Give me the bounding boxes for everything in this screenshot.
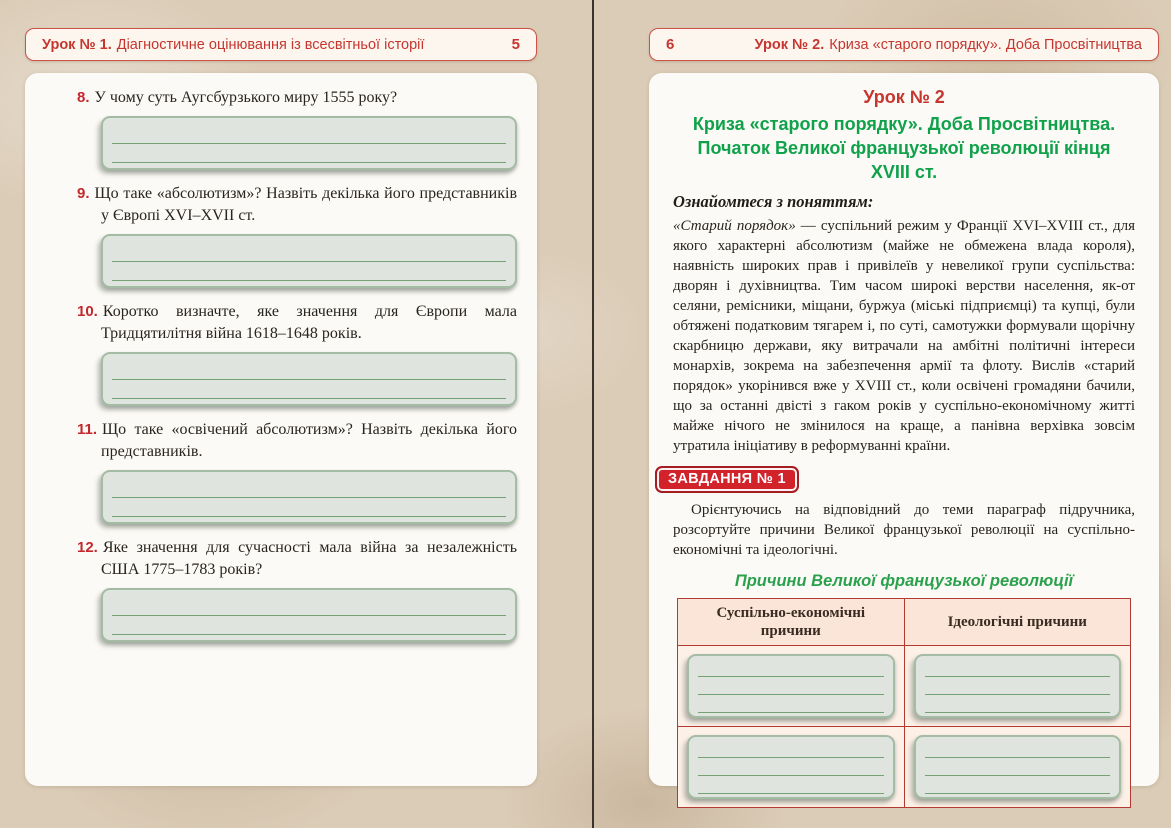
concept-paragraph bbox=[673, 216, 1135, 456]
question-12 bbox=[53, 537, 519, 642]
right-header-lesson-label: Урок № 2. bbox=[754, 36, 825, 53]
question-body: Коротко визначте, яке значення для Європи мала Тридцятилітня війна 1618–1648 років. bbox=[101, 303, 517, 342]
question-text bbox=[77, 537, 517, 581]
question-body: У чому суть Аугсбурзького миру 1555 року? bbox=[94, 89, 398, 106]
right-content-panel bbox=[649, 73, 1159, 786]
cell-ideological-1 bbox=[904, 646, 1131, 727]
question-8 bbox=[53, 87, 519, 170]
question-text bbox=[77, 301, 517, 345]
question-number: 11. bbox=[77, 421, 98, 438]
lesson-number-heading: Урок № 2 bbox=[863, 87, 945, 107]
answer-box-q11[interactable] bbox=[101, 470, 517, 524]
right-header-lesson-title: Криза «старого порядку». Доба Просвітництва bbox=[829, 36, 1142, 53]
answer-box-q12[interactable] bbox=[101, 588, 517, 642]
question-body: Яке значення для сучасності мала війна за незалежність США 1775–1783 років? bbox=[101, 539, 517, 578]
question-11 bbox=[53, 419, 519, 524]
concept-term: «Старий порядок» bbox=[673, 218, 796, 234]
task-1-badge: ЗАВДАННЯ № 1 bbox=[655, 466, 799, 493]
answer-box-socioeconomic-1[interactable] bbox=[687, 654, 895, 718]
question-10 bbox=[53, 301, 519, 406]
page-divider bbox=[592, 0, 594, 828]
concept-intro-label: Ознайомтеся з поняттям: bbox=[673, 192, 874, 211]
column-header-ideological: Ідеологічні причини bbox=[904, 599, 1131, 646]
answer-box-q10[interactable] bbox=[101, 352, 517, 406]
causes-table-title: Причини Великої французької революції bbox=[734, 572, 1074, 590]
left-page-number: 5 bbox=[511, 36, 520, 53]
left-content-panel bbox=[25, 73, 537, 786]
question-number: 9. bbox=[77, 185, 90, 202]
cell-ideological-2 bbox=[904, 727, 1131, 808]
right-running-header bbox=[649, 28, 1159, 61]
question-number: 12. bbox=[77, 539, 98, 556]
question-text bbox=[77, 183, 517, 227]
right-page-number: 6 bbox=[666, 36, 675, 53]
causes-table-row-2 bbox=[678, 727, 1131, 808]
causes-table-row-1 bbox=[678, 646, 1131, 727]
question-9 bbox=[53, 183, 519, 288]
question-text bbox=[77, 419, 517, 463]
answer-box-ideological-2[interactable] bbox=[914, 735, 1122, 799]
column-header-socioeconomic: Суспільно-економічні причини bbox=[678, 599, 905, 646]
lesson-title-heading: Криза «старого порядку». Доба Просвітництва. Початок Великої французької революції кінця XVIII ст. bbox=[692, 114, 1116, 182]
left-header-lesson-title: Діагностичне оцінювання із всесвітньої історії bbox=[116, 36, 425, 53]
causes-table bbox=[677, 598, 1131, 808]
concept-body: — суспільний режим у Франції XVI–XVIII ст., для якого характерні абсолютизм (майже не обмежена влада короля), наявність широких прав і привілеїв у невеликої групи суспільства: дворян і духівництва. Тим часом широкі верстви населення, як-от селяни, ремісники, міщани, буржуа (міські підприємці) та купці, були обтяжені податковим тягарем і, по суті, самотужки формували щорічну скарбницю держави, яку витрачали на амбітні політичні інтереси монархів, зокрема на забезпечення армії та флоту. Вислів «старий порядок» укорінився вже у XVIII ст., коли освічені громадяни бачили, що за останні двісті з гаком років у суспільно-економічному житті майже нічого не змінилося на краще, а панівна верхівка зовсім утратила ініціативу в реформуванні країни. bbox=[673, 218, 1135, 454]
answer-box-ideological-1[interactable] bbox=[914, 654, 1122, 718]
cell-socioeconomic-1 bbox=[678, 646, 905, 727]
answer-box-q9[interactable] bbox=[101, 234, 517, 288]
question-body: Що таке «освічений абсолютизм»? Назвіть декілька його представників. bbox=[101, 421, 517, 460]
cell-socioeconomic-2 bbox=[678, 727, 905, 808]
left-running-header bbox=[25, 28, 537, 61]
left-header-lesson-label: Урок № 1. bbox=[42, 36, 112, 53]
answer-box-socioeconomic-2[interactable] bbox=[687, 735, 895, 799]
question-number: 10. bbox=[77, 303, 98, 320]
question-body: Що таке «абсолютизм»? Назвіть декілька його представників у Європі XVI–XVII ст. bbox=[94, 185, 517, 224]
question-text bbox=[77, 87, 517, 109]
causes-table-header-row bbox=[678, 599, 1131, 646]
answer-box-q8[interactable] bbox=[101, 116, 517, 170]
question-number: 8. bbox=[77, 89, 90, 106]
task-1-text: Орієнтуючись на відповідний до теми параграф підручника, розсортуйте причини Великої французької революції на суспільно-економічні та ідеологічні. bbox=[673, 502, 1135, 558]
